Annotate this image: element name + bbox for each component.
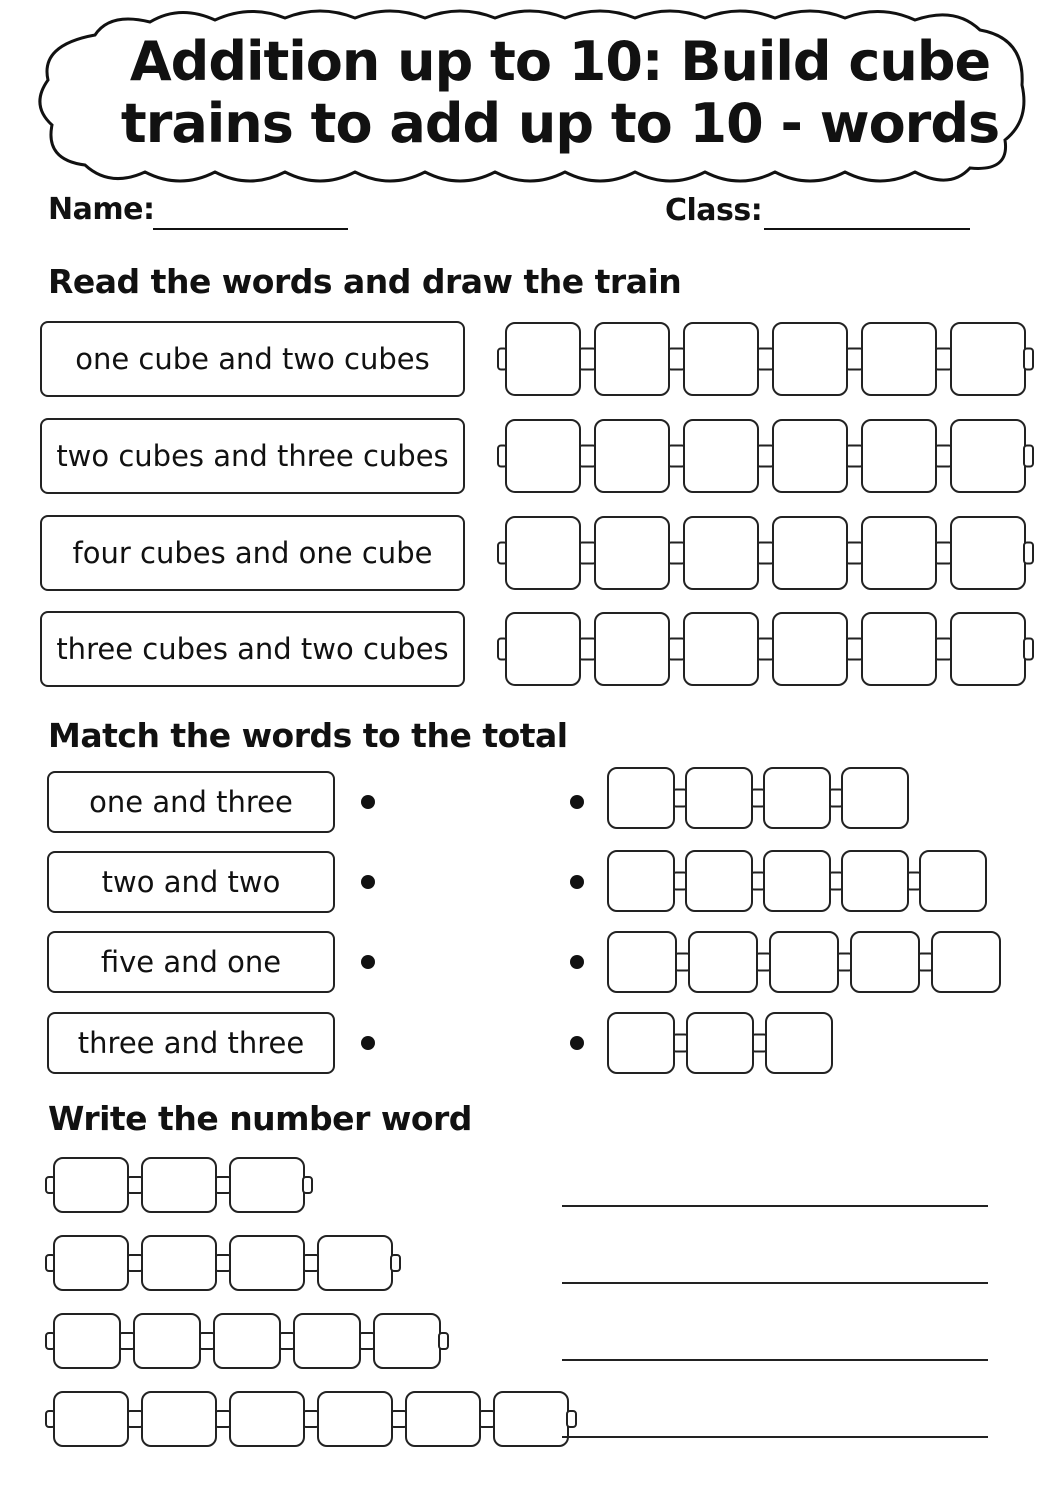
draw-phrase-box xyxy=(40,611,465,687)
name-label: Name: xyxy=(48,192,155,227)
cube xyxy=(920,851,986,911)
title-line-1: Addition up to 10: Build cube xyxy=(129,30,991,93)
draw-phrase-box xyxy=(40,321,465,397)
cube xyxy=(374,1314,440,1368)
cube-connector xyxy=(199,1333,215,1349)
cube-connector xyxy=(1024,639,1033,660)
match-dot-left[interactable] xyxy=(361,795,375,809)
draw-phrase-text: four cubes and one cube xyxy=(72,536,433,570)
cube-connector xyxy=(935,446,952,467)
cube xyxy=(951,323,1025,395)
cube xyxy=(687,1013,753,1073)
match-phrase-box xyxy=(47,931,335,993)
cube-connector xyxy=(439,1333,448,1349)
match-section-heading: Match the words to the total xyxy=(48,716,568,755)
cube xyxy=(595,323,669,395)
cube xyxy=(951,420,1025,492)
cube-connector xyxy=(752,1035,767,1052)
cube xyxy=(773,613,847,685)
cube-connector xyxy=(668,349,685,370)
draw-phrase-box xyxy=(40,515,465,591)
cube-connector xyxy=(675,954,690,971)
cube xyxy=(506,517,580,589)
cube xyxy=(54,1314,120,1368)
cube-connector xyxy=(935,349,952,370)
cube xyxy=(770,932,838,992)
cube xyxy=(773,323,847,395)
cube-connector xyxy=(757,446,774,467)
write-section-heading: Write the number word xyxy=(48,1099,472,1138)
cube xyxy=(142,1392,216,1446)
draw-phrase-text: three cubes and two cubes xyxy=(56,632,449,666)
cube-connector xyxy=(127,1177,143,1193)
cube xyxy=(595,517,669,589)
title-line-2: trains to add up to 10 - words xyxy=(120,92,1000,155)
draw-phrase-box xyxy=(40,418,465,494)
answer-line[interactable] xyxy=(562,1359,988,1361)
cube xyxy=(932,932,1000,992)
cube-connector xyxy=(673,790,687,807)
draw-cube-train[interactable] xyxy=(498,612,1028,686)
cube-connector xyxy=(846,349,863,370)
answer-line[interactable] xyxy=(562,1205,988,1207)
cube xyxy=(951,613,1025,685)
cube-connector xyxy=(359,1333,375,1349)
match-phrase-text: five and one xyxy=(100,945,282,979)
match-phrase-text: one and three xyxy=(89,785,293,819)
cube-connector xyxy=(1024,446,1033,467)
cube xyxy=(230,1158,304,1212)
cube xyxy=(862,420,936,492)
cube-connector xyxy=(479,1411,495,1427)
cube xyxy=(862,323,936,395)
class-label: Class: xyxy=(665,193,763,228)
cube-connector xyxy=(567,1411,576,1427)
match-dot-right[interactable] xyxy=(570,1036,584,1050)
cube-connector xyxy=(215,1255,231,1271)
cube-connector xyxy=(303,1255,319,1271)
cube xyxy=(842,851,908,911)
match-cube-train xyxy=(608,850,1008,912)
cube xyxy=(608,851,674,911)
cube xyxy=(684,420,758,492)
cube-connector xyxy=(829,790,843,807)
draw-cube-train[interactable] xyxy=(498,516,1028,590)
draw-section-heading: Read the words and draw the train xyxy=(48,262,682,301)
cube xyxy=(951,517,1025,589)
write-cube-train xyxy=(46,1235,566,1291)
draw-phrase-text: two cubes and three cubes xyxy=(56,439,449,473)
cube-connector xyxy=(215,1411,231,1427)
cube-connector xyxy=(935,639,952,660)
name-field[interactable] xyxy=(153,228,348,230)
cube xyxy=(689,932,757,992)
cube xyxy=(595,613,669,685)
cube-connector xyxy=(303,1177,312,1193)
cube xyxy=(766,1013,832,1073)
class-field[interactable] xyxy=(764,228,970,230)
cube xyxy=(54,1236,128,1290)
cube-connector xyxy=(127,1255,143,1271)
cube xyxy=(595,420,669,492)
match-phrase-box xyxy=(47,771,335,833)
cube-connector xyxy=(757,349,774,370)
cube-connector xyxy=(757,639,774,660)
cube-connector xyxy=(757,543,774,564)
cube xyxy=(764,851,830,911)
cube xyxy=(494,1392,568,1446)
cube xyxy=(862,517,936,589)
cube xyxy=(230,1392,304,1446)
match-phrase-text: three and three xyxy=(77,1026,305,1060)
cube xyxy=(134,1314,200,1368)
cube-connector xyxy=(668,446,685,467)
cube-connector xyxy=(846,543,863,564)
write-cube-train xyxy=(46,1313,566,1369)
cube-connector xyxy=(668,639,685,660)
cube xyxy=(842,768,908,828)
match-dot-left[interactable] xyxy=(361,875,375,889)
write-cube-train xyxy=(46,1157,566,1213)
cube xyxy=(230,1236,304,1290)
draw-phrase-text: one cube and two cubes xyxy=(75,342,430,376)
cube xyxy=(54,1392,128,1446)
cube xyxy=(608,1013,674,1073)
cube xyxy=(773,517,847,589)
cube-connector xyxy=(751,790,765,807)
match-phrase-box xyxy=(47,1012,335,1074)
cube-connector xyxy=(119,1333,135,1349)
cube-connector xyxy=(751,873,765,890)
cube-connector xyxy=(127,1411,143,1427)
match-dot-right[interactable] xyxy=(570,955,584,969)
cube-connector xyxy=(303,1411,319,1427)
write-cube-train xyxy=(46,1391,566,1447)
cube xyxy=(142,1236,216,1290)
match-phrase-text: two and two xyxy=(101,865,281,899)
match-dot-right[interactable] xyxy=(570,795,584,809)
cube-connector xyxy=(673,1035,688,1052)
cube xyxy=(684,323,758,395)
cube xyxy=(214,1314,280,1368)
cube xyxy=(506,323,580,395)
cube-connector xyxy=(579,349,596,370)
cube-connector xyxy=(1024,349,1033,370)
cube-connector xyxy=(837,954,852,971)
match-dot-right[interactable] xyxy=(570,875,584,889)
cube xyxy=(773,420,847,492)
cube-connector xyxy=(579,639,596,660)
cube xyxy=(684,613,758,685)
cube-connector xyxy=(756,954,771,971)
cube xyxy=(54,1158,128,1212)
cube-connector xyxy=(846,639,863,660)
cube xyxy=(294,1314,360,1368)
cube xyxy=(686,768,752,828)
draw-cube-train[interactable] xyxy=(498,419,1028,493)
answer-line[interactable] xyxy=(562,1436,988,1438)
match-phrase-box xyxy=(47,851,335,913)
cube-connector xyxy=(579,543,596,564)
cube xyxy=(142,1158,216,1212)
cube xyxy=(764,768,830,828)
cube-connector xyxy=(935,543,952,564)
cube xyxy=(684,517,758,589)
cube-connector xyxy=(279,1333,295,1349)
match-cube-train xyxy=(608,767,1008,829)
match-dot-left[interactable] xyxy=(361,1036,375,1050)
match-cube-train xyxy=(608,1012,1008,1074)
cube xyxy=(851,932,919,992)
match-dot-left[interactable] xyxy=(361,955,375,969)
cube-connector xyxy=(846,446,863,467)
cube xyxy=(608,932,676,992)
cube-connector xyxy=(907,873,921,890)
cube xyxy=(406,1392,480,1446)
cube xyxy=(506,613,580,685)
cube xyxy=(686,851,752,911)
cube-connector xyxy=(391,1411,407,1427)
cube-connector xyxy=(215,1177,231,1193)
cube-connector xyxy=(829,873,843,890)
cube-connector xyxy=(1024,543,1033,564)
cube-connector xyxy=(918,954,933,971)
answer-line[interactable] xyxy=(562,1282,988,1284)
cube xyxy=(318,1236,392,1290)
match-cube-train xyxy=(608,931,1008,993)
cube xyxy=(862,613,936,685)
draw-cube-train[interactable] xyxy=(498,322,1028,396)
cube xyxy=(608,768,674,828)
cube xyxy=(506,420,580,492)
cube-connector xyxy=(579,446,596,467)
cube-connector xyxy=(673,873,687,890)
cube-connector xyxy=(668,543,685,564)
cube xyxy=(318,1392,392,1446)
cube-connector xyxy=(391,1255,400,1271)
